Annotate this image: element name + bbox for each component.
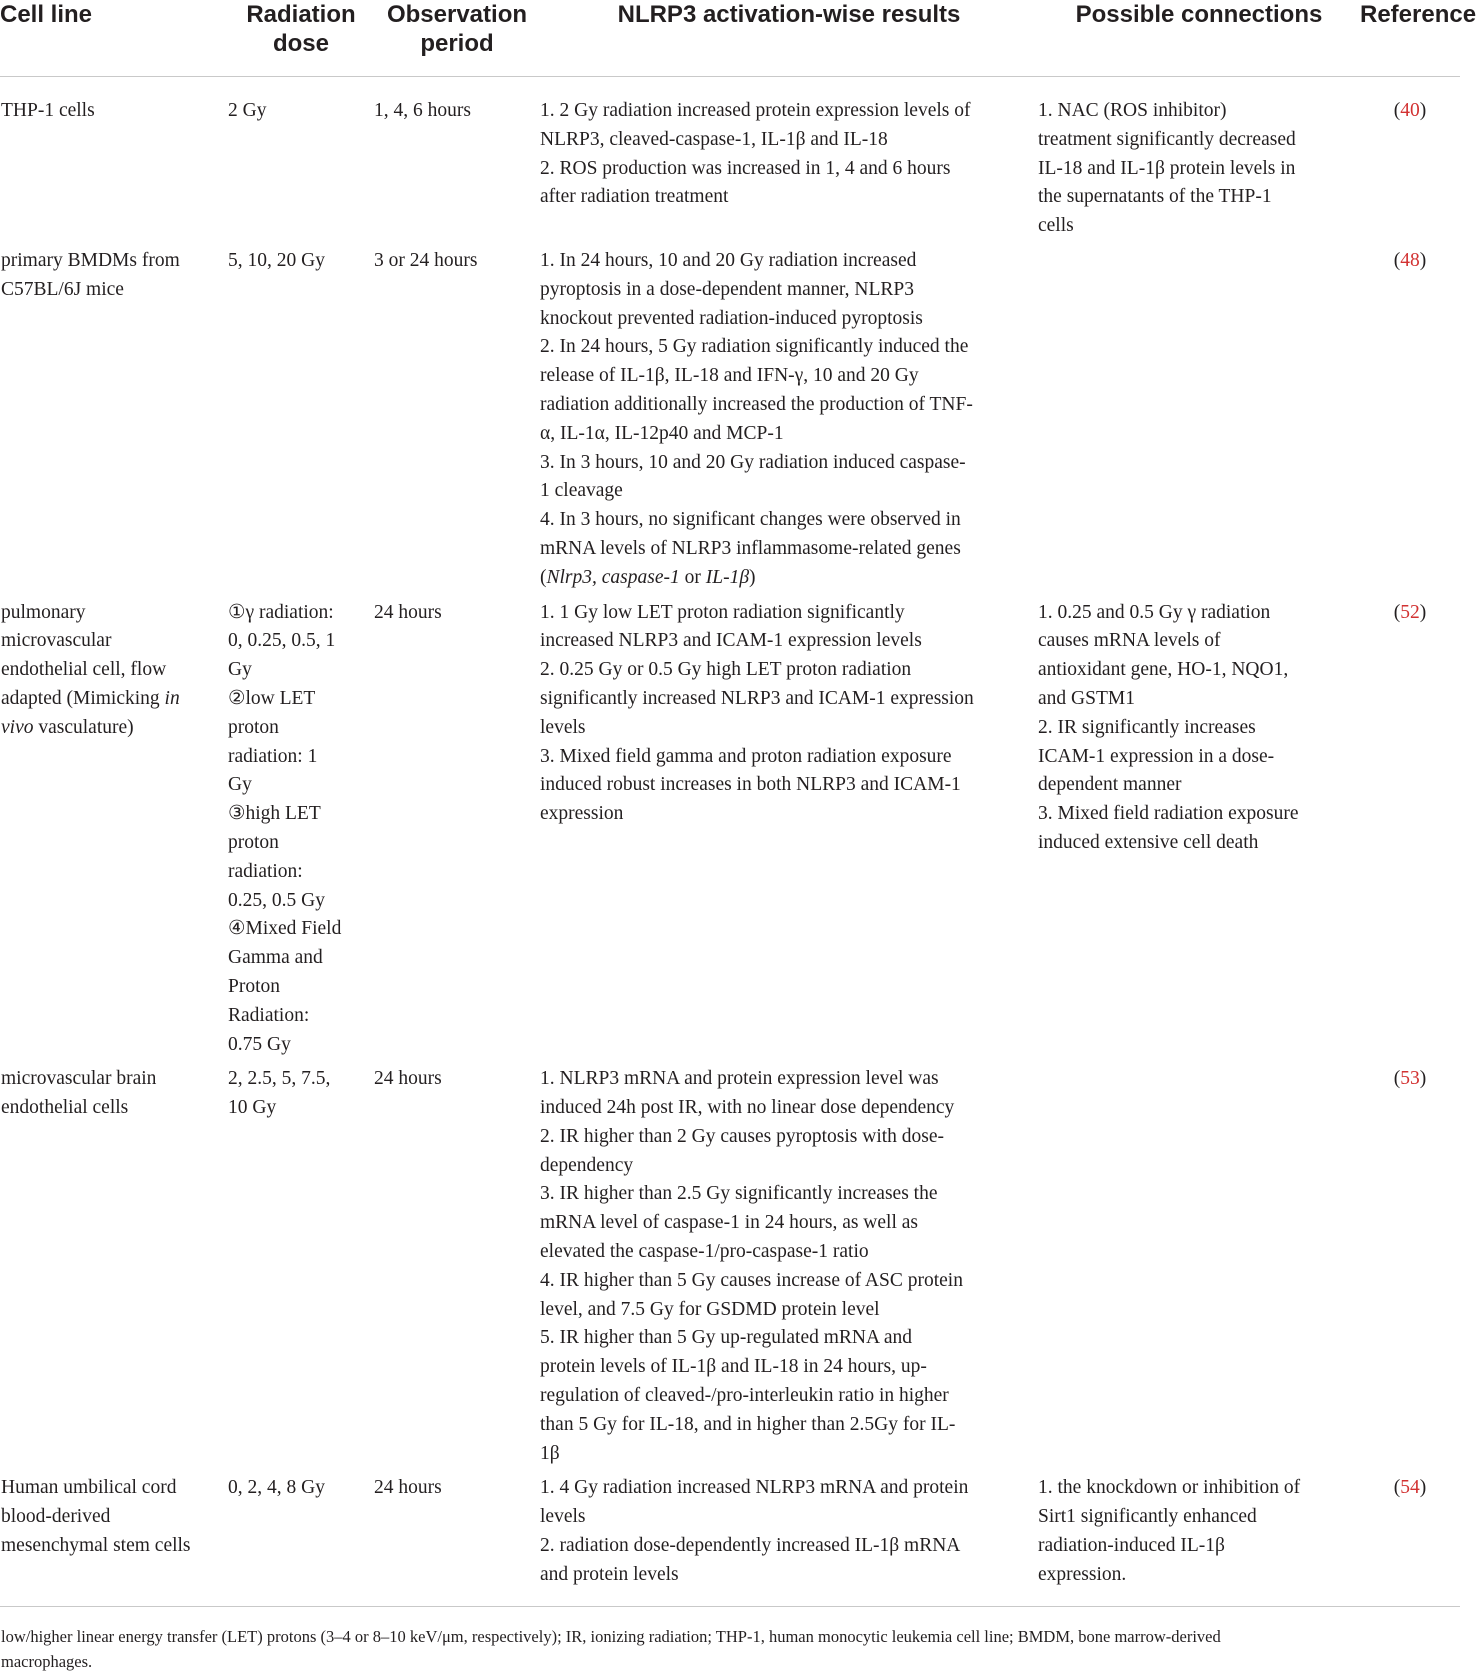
table-row [0,1065,1460,1474]
results-value: 1. 1 Gy low LET proton radiation significantly increased NLRP3 and ICAM-1 expression levels 2. 0.25 Gy or 0.5 Gy high LET proton radiation significantly increased NLRP3 and ICAM-1 expression levels 3. Mixed field gamma and proton radiation exposure induced robust increases in both NLRP3 and ICAM-1 expression [540,601,974,825]
reference-value: (54) [1360,1474,1460,1606]
reference-link[interactable]: 52 [1400,601,1420,623]
header-observation-period: Observation period [374,0,540,77]
connections-value [1038,247,1360,599]
cell-line-value: primary BMDMs from C57BL/6J mice [1,249,180,300]
cell-line-value: microvascular brain endothelial cells [1,1068,157,1119]
results-value: 1. In 24 hours, 10 and 20 Gy radiation increased pyroptosis in a dose-dependent manner, NLRP3 knockout prevented radiation-induced pyroptosis 2. In 24 hours, 5 Gy radiation significantly induced the release of IL-1β, IL-18 and IFN-γ, 10 and 20 Gy radiation additionally increased the production of TNF- α, IL-1α, IL-12p40 and MCP-1 3. In 3 hours, 10 and 20 Gy radiation induced caspase- 1 cleavage 4. In 3 hours, no significant changes were observed in mRNA levels of NLRP3 inflammasome-related genes (Nlrp3, caspase-1 or IL-1β) [540,249,973,588]
observation-period-value: 24 hours [374,1474,540,1606]
observation-period-value: 24 hours [374,1068,442,1090]
radiation-dose-value: 5, 10, 20 Gy [228,249,325,271]
reference-link[interactable]: 53 [1400,1068,1420,1090]
observation-period-value: 3 or 24 hours [374,249,478,271]
reference-value: (52) [1393,601,1427,623]
radiation-dose-value: 2 Gy [228,100,267,121]
header-radiation-dose: Radiation dose [228,0,374,77]
reference-value: (53) [1393,1068,1427,1090]
radiation-dose-value: 2, 2.5, 5, 7.5, 10 Gy [228,1068,331,1119]
cell-line-value: Human umbilical cord blood-derived mesenchymal stem cells [0,1474,228,1606]
reference-link[interactable]: 40 [1400,100,1420,121]
footnote-line: low/higher linear energy transfer (LET) protons (3–4 or 8–10 keV/μm, respectively); IR, ionizing radiation; THP-1, human monocytic leukemia cell line; BMDM, bone marrow-derived [1,1627,1221,1646]
reference-link[interactable]: 48 [1400,249,1420,271]
observation-period-value: 24 hours [374,601,442,623]
footnote-line: macrophages. [1,1652,93,1671]
results-value: 1. NLRP3 mRNA and protein expression level was induced 24h post IR, with no linear dose dependency 2. IR higher than 2 Gy causes pyroptosis with dose- dependency 3. IR higher than 2.5 Gy significantly increases the mRNA level of caspase-1 in 24 hours, as well as elevated the caspase-1/pro-caspase-1 ratio 4. IR higher than 5 Gy causes increase of ASC protein level, and 7.5 Gy for GSDMD protein level 5. IR higher than 5 Gy up-regulated mRNA and protein levels of IL-1β and IL-18 in 24 hours, up- regulation of cleaved-/pro-interleukin ratio in higher than 5 Gy for IL-18, and in higher than 2.5Gy for IL- 1β [540,1068,963,1464]
table-footnote [1,1624,1456,1674]
header-reference: Reference [1360,0,1460,77]
table-row [0,247,1460,599]
table-row [0,1474,1460,1606]
observation-period-value: 1, 4, 6 hours [374,100,471,121]
cell-line-value: THP-1 cells [1,100,95,121]
radiation-dose-value: ①γ radiation: 0, 0.25, 0.5, 1 Gy ②low LET proton radiation: 1 Gy ③high LET proton radiation: 0.25, 0.5 Gy ④Mixed Field Gamma and Proton Radiation: 0.75 Gy [228,601,342,1055]
header-possible-connections: Possible connections [1038,0,1360,77]
reference-value: (40) [1393,100,1427,121]
results-value: 1. 2 Gy radiation increased protein expression levels of NLRP3, cleaved-caspase-1, IL-1β and IL-18 2. ROS production was increased in 1, 4 and 6 hours after radiation treatment [540,100,971,208]
reference-link[interactable]: 54 [1400,1477,1420,1499]
radiation-dose-value: 0, 2, 4, 8 Gy [228,1474,374,1606]
table-row [0,77,1460,247]
cell-line-value: pulmonary microvascular endothelial cell, flow adapted (Mimicking in vivo vasculature) [1,601,180,738]
reference-value: (48) [1393,249,1427,271]
results-value: 1. 4 Gy radiation increased NLRP3 mRNA and protein levels 2. radiation dose-dependently increased IL-1β mRNA and protein levels [540,1474,1038,1606]
table-header-row [0,0,1460,77]
connections-value: 1. the knockdown or inhibition of Sirt1 significantly enhanced radiation-induced IL-1β expression. [1038,1474,1360,1606]
connections-value: 1. 0.25 and 0.5 Gy γ radiation causes mRNA levels of antioxidant gene, HO-1, NQO1, and GSTM1 2. IR significantly increases ICAM-1 expression in a dose- dependent manner 3. Mixed field radiation exposure induced extensive cell death [1038,601,1299,853]
table-row [0,599,1460,1066]
connections-value [1038,1065,1360,1474]
connections-value: 1. NAC (ROS inhibitor) treatment significantly decreased IL-18 and IL-1β protein levels in the supernatants of the THP-1 cells [1038,100,1296,237]
header-results: NLRP3 activation-wise results [540,0,1038,77]
header-cell-line: Cell line [0,0,228,77]
